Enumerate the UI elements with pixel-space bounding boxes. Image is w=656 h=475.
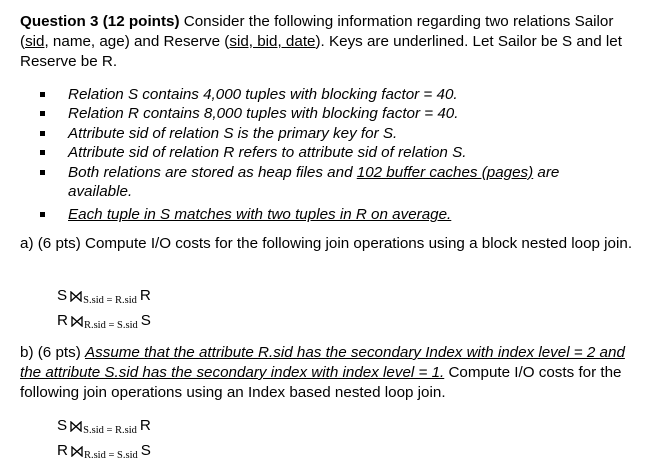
- bullet-square-icon: [40, 111, 45, 116]
- join-expression: S S.sid = R.sid R: [57, 417, 151, 436]
- assumption-list: [40, 85, 620, 225]
- bullet-square-icon: [40, 212, 45, 217]
- intro-text-2: , name, age) and Reserve (: [44, 33, 230, 50]
- list-item: Both relations are stored as heap files and 102 buffer caches (pages) are available.: [40, 163, 620, 202]
- list-item: Each tuple in S matches with two tuples in R on average.: [40, 205, 620, 224]
- question-label: Question 3: [20, 13, 99, 30]
- question-points: (12 points): [102, 13, 180, 30]
- join-expression: S S.sid = R.sid R: [57, 287, 151, 306]
- list-item: Attribute sid of relation S is the primary key for S.: [40, 124, 620, 143]
- part-a-text: a) (6 pts) Compute I/O costs for the following join operations using a block nested loop join.: [20, 235, 633, 252]
- natural-join-icon: [70, 421, 82, 432]
- bullet-square-icon: [40, 92, 45, 97]
- bullet-square-icon: [40, 131, 45, 136]
- intro-text-3: ). Keys are underlined. Let Sailor be S and let Reserve be R.: [20, 33, 622, 70]
- natural-join-icon: [71, 316, 83, 327]
- bullet-square-icon: [40, 170, 45, 175]
- intro-text-1: Consider the following information regarding two relations Sailor (: [20, 13, 614, 50]
- join-expression: R R.sid = S.sid S: [57, 312, 151, 331]
- natural-join-icon: [71, 446, 83, 457]
- sailor-key: sid: [25, 33, 45, 50]
- list-item: Attribute sid of relation R refers to attribute sid of relation S.: [40, 143, 620, 162]
- list-item: Relation S contains 4,000 tuples with blocking factor = 40.: [40, 85, 620, 104]
- part-b-text: b) (6 pts) Assume that the attribute R.sid has the secondary Index with index level = 2 and the attribute S.sid has the secondary index with index level = 1. Compute I/O costs for the following join operations using an Index based nested loop join.: [20, 344, 625, 401]
- natural-join-icon: [70, 291, 82, 302]
- bullet-square-icon: [40, 150, 45, 155]
- question-intro: [20, 12, 645, 72]
- join-expression: R R.sid = S.sid S: [57, 442, 151, 461]
- list-item: Relation R contains 8,000 tuples with blocking factor = 40.: [40, 104, 620, 123]
- reserve-key: sid, bid, date: [229, 33, 316, 50]
